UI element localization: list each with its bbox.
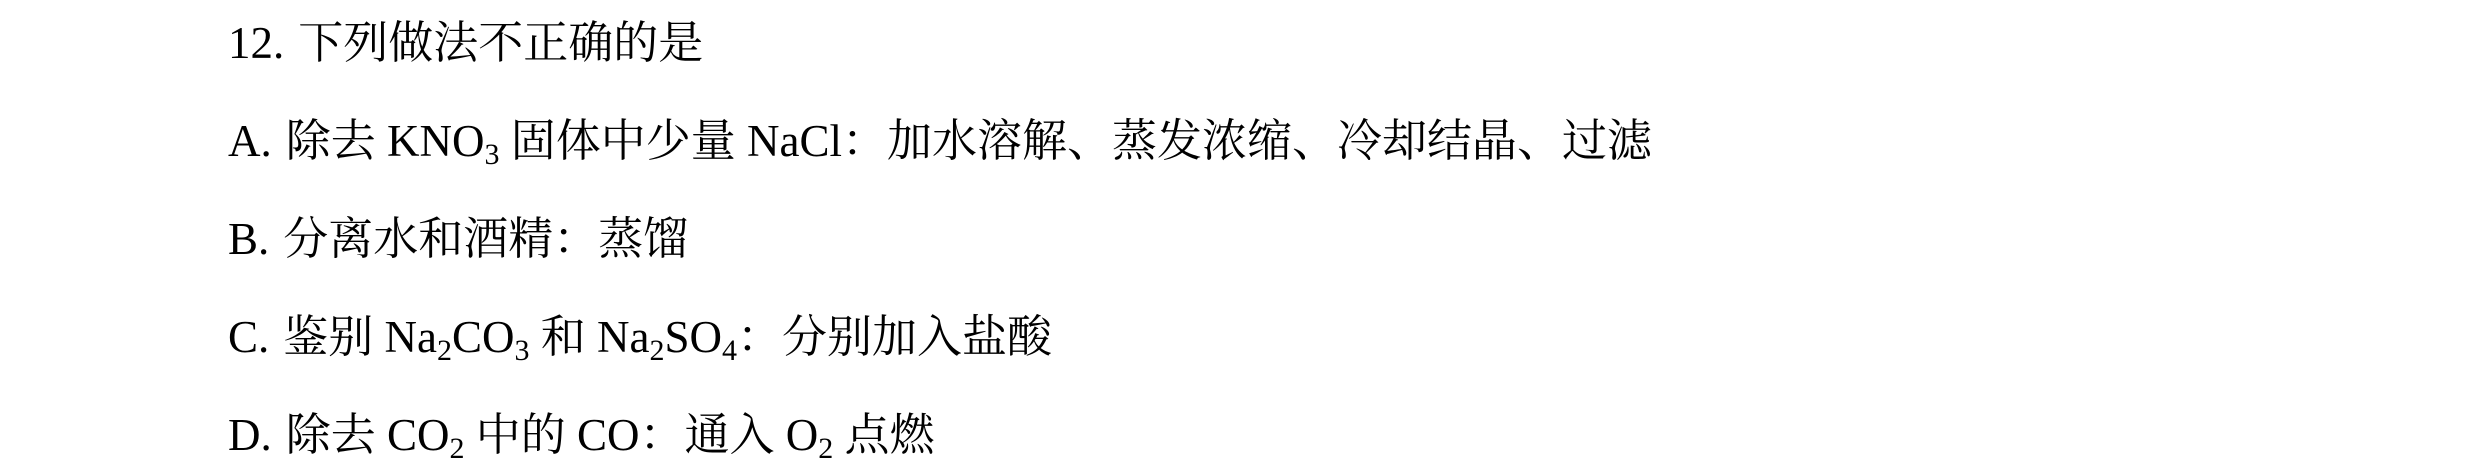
option-c-letter: C. — [228, 312, 270, 362]
option-c-text-2: CO — [452, 312, 515, 362]
question-stem: 下列做法不正确的是 — [298, 18, 704, 68]
option-c-text-1: 鉴别 Na — [283, 312, 437, 362]
option-c-sub-2: 3 — [514, 334, 530, 367]
option-b-letter: B. — [228, 214, 270, 264]
option-d-text-2: 中的 CO：通入 O — [464, 410, 819, 460]
option-b — [228, 209, 688, 269]
option-c-text-5: ：分别加入盐酸 — [737, 312, 1053, 362]
option-a-letter: A. — [228, 116, 272, 166]
option-a-text-1: 除去 KNO — [285, 116, 485, 166]
option-c-sub-4: 4 — [722, 334, 738, 367]
option-a — [228, 111, 1652, 171]
option-a-sub-1: 3 — [484, 138, 500, 171]
option-a-text-2: 固体中少量 NaCl：加水溶解、蒸发浓缩、冷却结晶、过滤 — [499, 116, 1652, 166]
option-c-sub-1: 2 — [437, 334, 452, 367]
option-c-text-3: 和 Na — [529, 312, 650, 362]
option-b-text-1: 分离水和酒精：蒸馏 — [283, 214, 689, 264]
question-stem-line — [228, 13, 703, 73]
question-number: 12. — [228, 18, 285, 68]
option-c-text-4: SO — [664, 312, 723, 362]
option-c — [228, 307, 1052, 367]
option-c-sub-3: 2 — [649, 334, 665, 367]
option-d-letter: D. — [228, 410, 272, 460]
option-d-text-3: 点燃 — [833, 410, 935, 460]
option-d-sub-1: 2 — [449, 432, 465, 465]
option-d-text-1: 除去 CO — [285, 410, 450, 460]
option-d — [228, 405, 935, 465]
option-d-sub-2: 2 — [818, 432, 834, 465]
